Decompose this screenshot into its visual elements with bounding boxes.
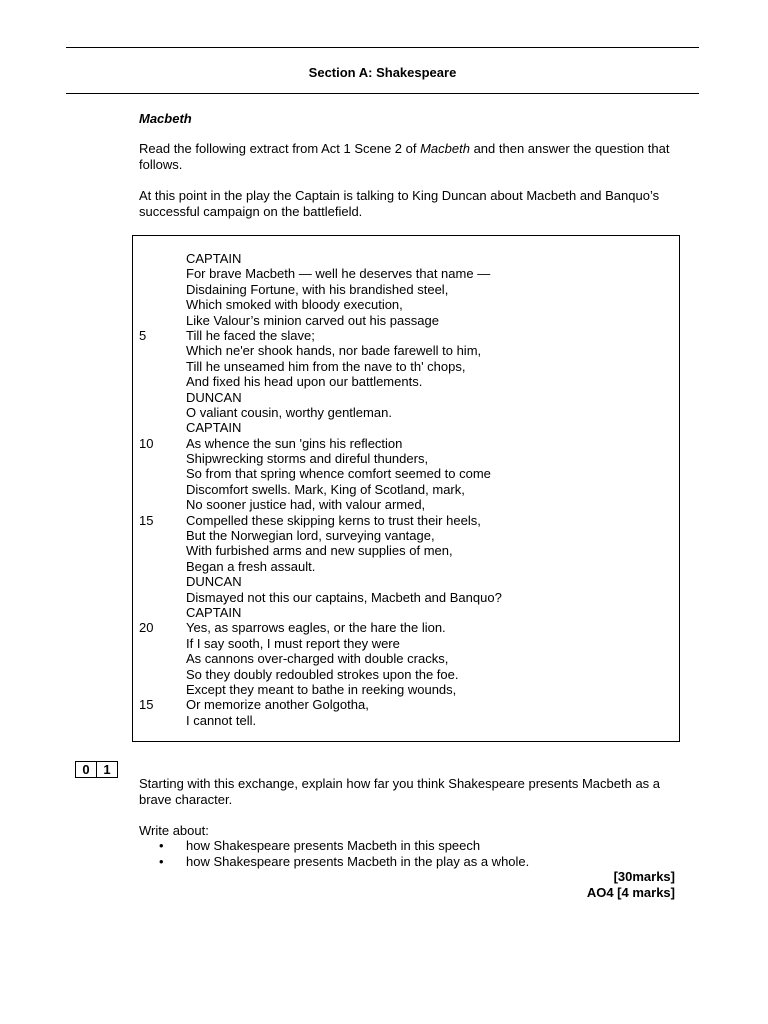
line-text: O valiant cousin, worthy gentleman. xyxy=(186,404,392,420)
line-text: DUNCAN xyxy=(186,389,242,405)
line-text: Discomfort swells. Mark, King of Scotland, mark, xyxy=(186,481,465,497)
line-text: Began a fresh assault. xyxy=(186,558,316,574)
question-number-digit: 1 xyxy=(96,762,117,777)
bullet-icon: • xyxy=(159,854,164,869)
marks-total: [30marks] xyxy=(613,869,675,884)
section-title: Section A: Shakespeare xyxy=(308,65,457,80)
line-text: As whence the sun 'gins his reflection xyxy=(186,435,403,451)
bullet-list xyxy=(139,838,679,870)
intro-text-after: and then answer the question that follows. xyxy=(139,141,670,172)
line-number: 5 xyxy=(139,327,147,343)
line-text: Till he unseamed him from the nave to th' chops, xyxy=(186,358,466,374)
bullet-text: how Shakespeare presents Macbeth in the play as a whole. xyxy=(186,854,530,869)
bullet-icon: • xyxy=(159,838,164,853)
line-text: Dismayed not this our captains, Macbeth and Banquo? xyxy=(186,589,502,605)
line-text: Like Valour’s minion carved out his passage xyxy=(186,312,439,328)
line-text: Compelled these skipping kerns to trust their heels, xyxy=(186,512,481,528)
bullet-text: how Shakespeare presents Macbeth in this speech xyxy=(186,838,481,853)
line-text: No sooner justice had, with valour armed, xyxy=(186,497,426,513)
line-text: For brave Macbeth — well he deserves that name — xyxy=(186,266,491,282)
intro-paragraph xyxy=(139,141,679,173)
write-about-label: Write about: xyxy=(139,823,209,838)
line-text: So from that spring whence comfort seemed to come xyxy=(186,466,491,482)
line-text: So they doubly redoubled strokes upon the foe. xyxy=(186,666,459,682)
line-number: 20 xyxy=(139,620,154,636)
bullet-item xyxy=(139,854,679,870)
play-title: Macbeth xyxy=(139,111,192,126)
line-text: And fixed his head upon our battlements. xyxy=(186,374,423,390)
line-text: Yes, as sparrows eagles, or the hare the lion. xyxy=(186,620,446,636)
line-text: DUNCAN xyxy=(186,574,242,590)
line-text: Or memorize another Golgotha, xyxy=(186,697,369,713)
line-text: But the Norwegian lord, surveying vantage, xyxy=(186,528,435,544)
line-text: CAPTAIN xyxy=(186,420,242,436)
bullet-item xyxy=(139,838,679,854)
intro-play-name: Macbeth xyxy=(420,141,470,156)
line-text: CAPTAIN xyxy=(186,604,242,620)
line-text: I cannot tell. xyxy=(186,712,257,728)
context-paragraph: At this point in the play the Captain is talking to King Duncan about Macbeth and Banquo’s successful campaign on the battlefield. xyxy=(139,188,660,219)
intro-text-before: Read the following extract from Act 1 Scene 2 of xyxy=(139,141,421,156)
line-text: If I say sooth, I must report they were xyxy=(186,635,400,651)
question-number-digit: 0 xyxy=(82,762,90,777)
marks-ao4: AO4 [4 marks] xyxy=(586,885,675,900)
line-text: Except they meant to bathe in reeking wounds, xyxy=(186,681,457,697)
line-text: Which ne'er shook hands, nor bade farewell to him, xyxy=(186,343,482,359)
line-text: CAPTAIN xyxy=(186,251,242,266)
line-number: 15 xyxy=(139,697,154,713)
line-text: Disdaining Fortune, with his brandished steel, xyxy=(186,281,449,297)
line-number: 15 xyxy=(139,512,154,528)
bottom-rule xyxy=(66,93,699,94)
question-text: Starting with this exchange, explain how far you think Shakespeare presents Macbeth as a brave character. xyxy=(139,776,661,807)
line-text: Shipwrecking storms and direful thunders, xyxy=(186,451,429,467)
line-number: 10 xyxy=(139,435,154,451)
line-text: With furbished arms and new supplies of men, xyxy=(186,543,453,559)
line-text: As cannons over-charged with double cracks, xyxy=(186,651,449,667)
line-text: Till he faced the slave; xyxy=(186,327,315,343)
line-text: Which smoked with bloody execution, xyxy=(186,297,403,313)
question-number-box xyxy=(75,761,118,778)
top-rule xyxy=(66,47,699,48)
